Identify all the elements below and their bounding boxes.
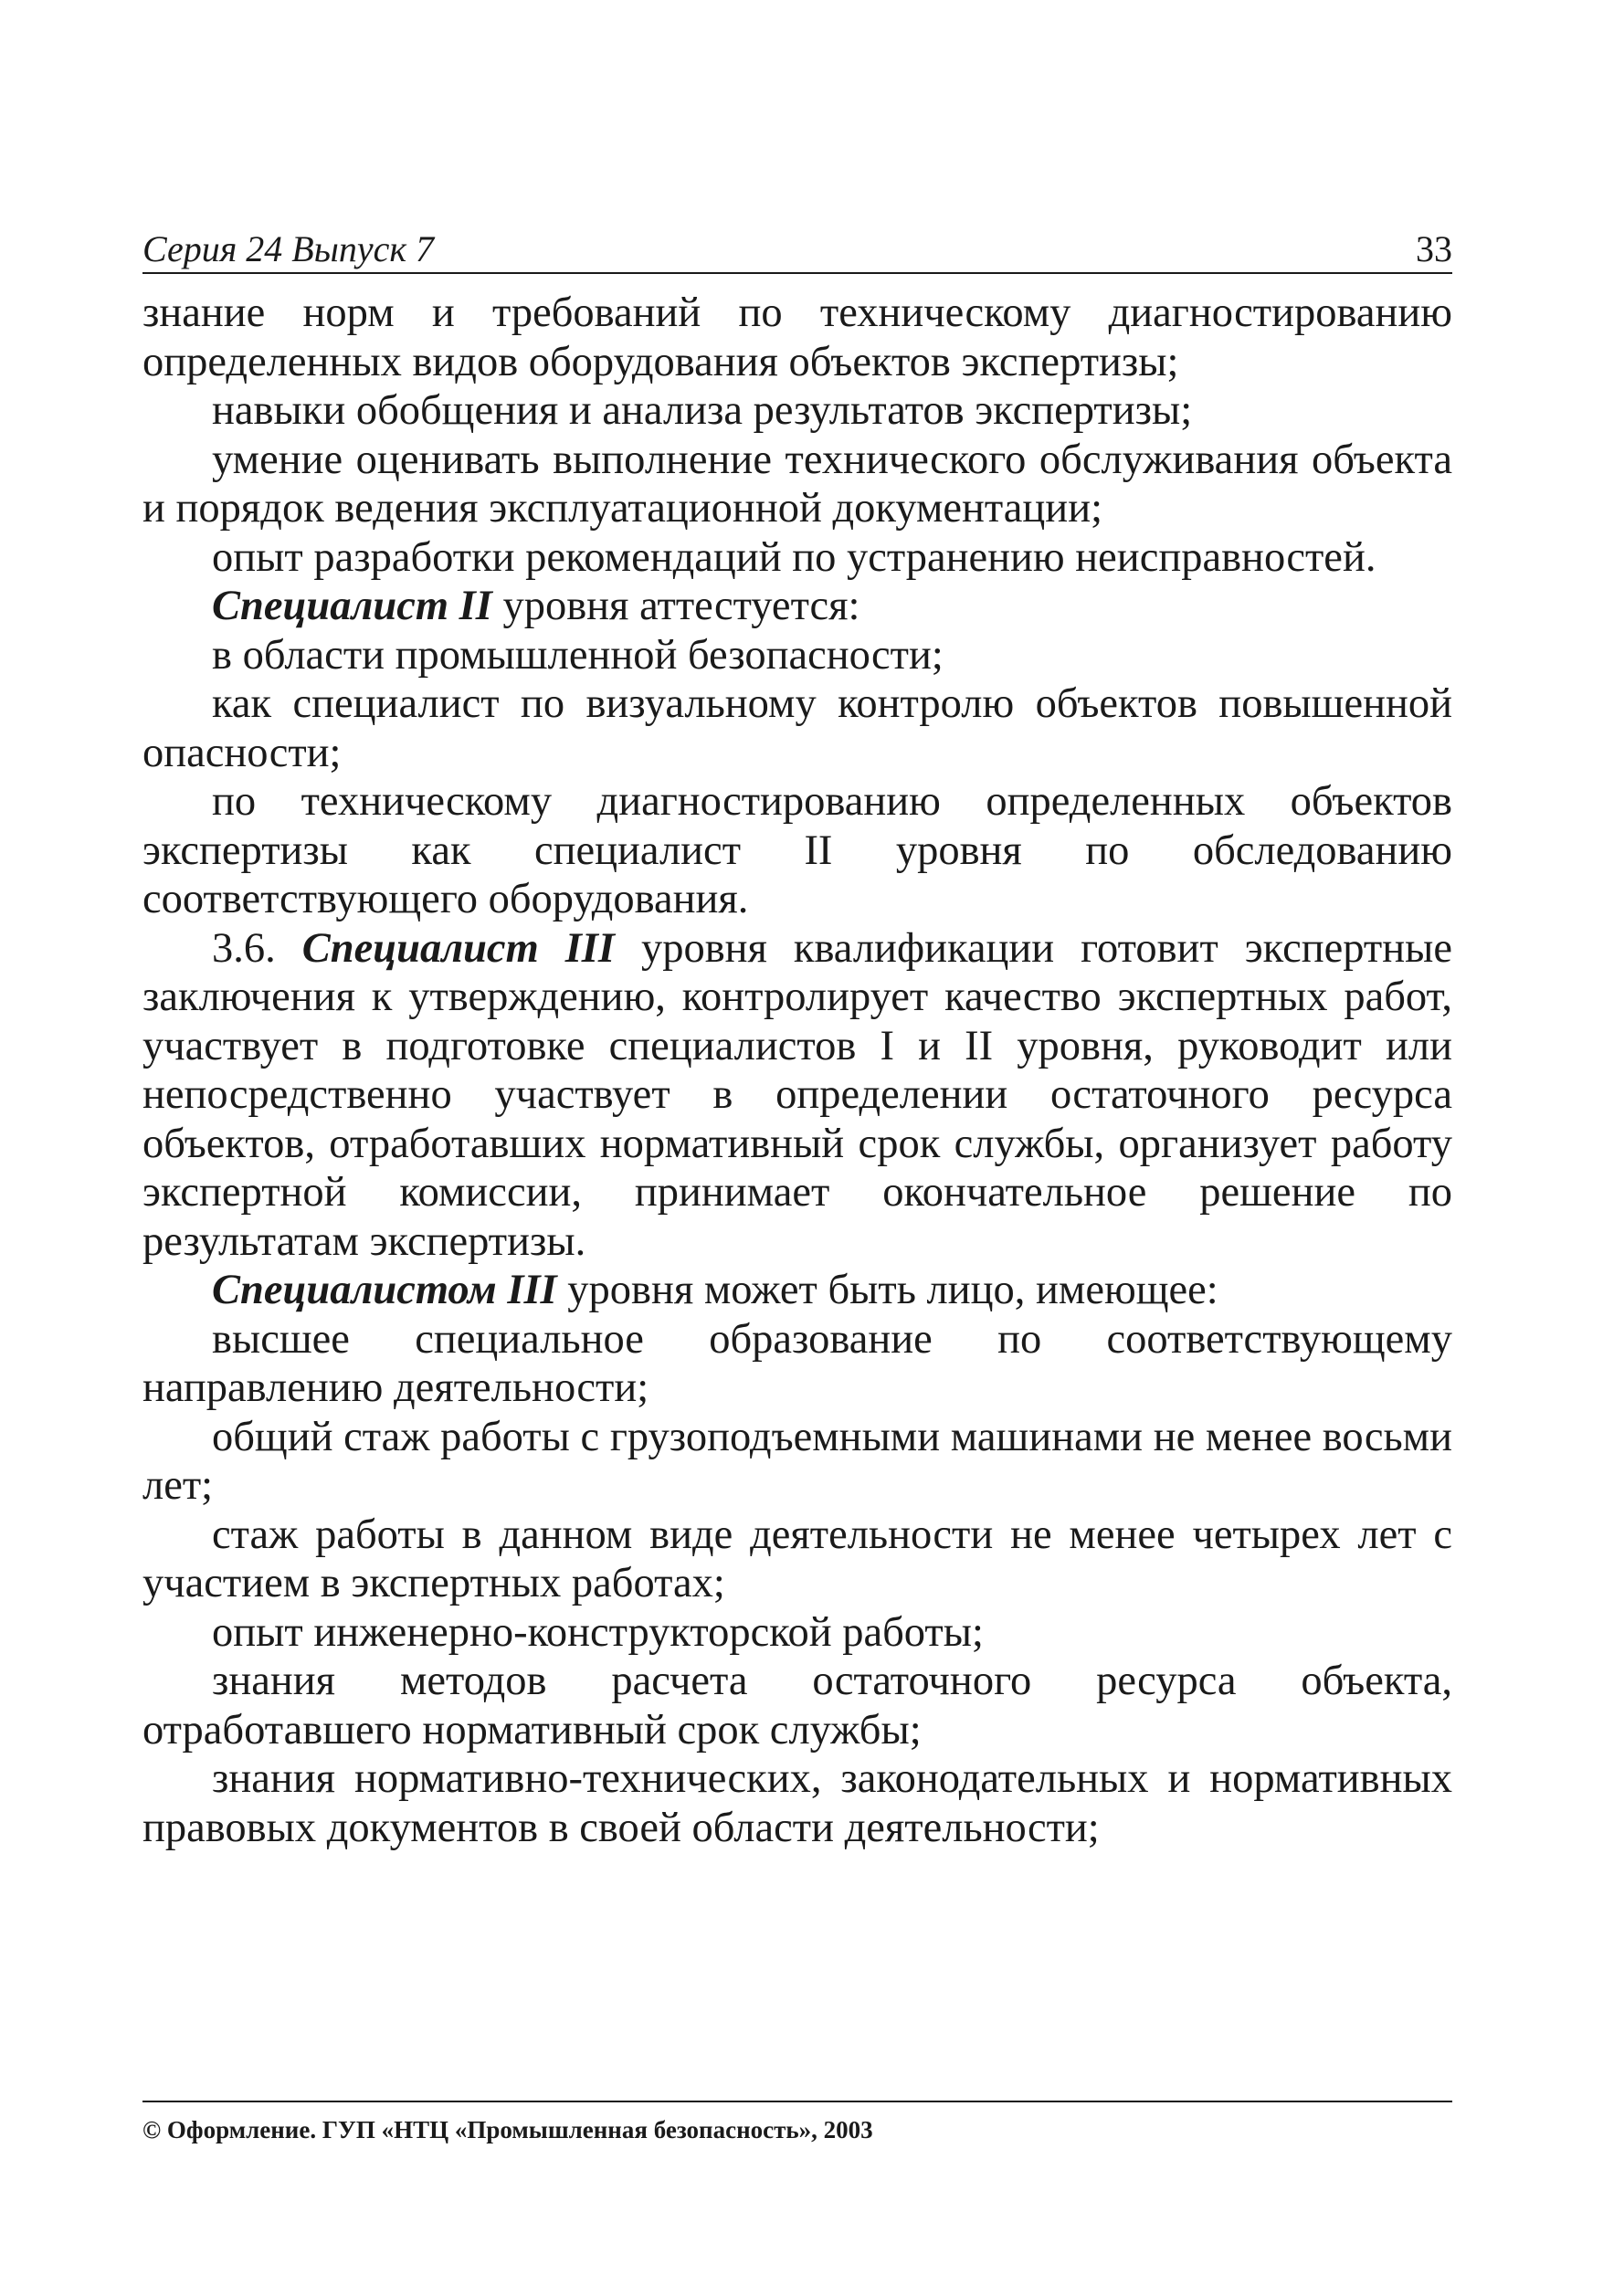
footer-copyright: © Оформление. ГУП «НТЦ «Промышленная безопасность», 2003 [142, 2116, 873, 2143]
paragraph-4: опыт разработки рекомендаций по устранению неисправностей. [212, 533, 1376, 581]
paragraph-8: по техническому диагностированию определенных объектов экспертизы как специалист II уровня по обследованию соответствующего оборудования. [142, 778, 1452, 922]
paragraph-16: знания нормативно-технических, законодательных и нормативных правовых документов в своей области деятельности; [142, 1755, 1452, 1851]
paragraph-10-text: уровня может быть лицо, имеющее: [556, 1267, 1218, 1313]
paragraph-12: общий стаж работы с грузоподъемными машинами не менее восьми лет; [142, 1413, 1452, 1509]
paragraph-14: опыт инженерно-конструкторской работы; [212, 1608, 984, 1656]
paragraph-13: стаж работы в данном виде деятельности не менее четырех лет с участием в экспертных работах; [142, 1511, 1452, 1606]
paragraph-6: в области промышленной безопасности; [212, 631, 944, 679]
paragraph-15: знания методов расчета остаточного ресурса объекта, отработавшего нормативный срок службы; [142, 1658, 1452, 1754]
paragraph-1: знание норм и требований по техническому диагностированию определенных видов оборудования объектов экспертизы; [142, 290, 1452, 385]
document-body [142, 289, 1452, 1852]
specialist-level-3-requirements-term: Специалистом III [212, 1267, 557, 1313]
paragraph-11: высшее специальное образование по соответствующему направлению деятельности; [142, 1315, 1452, 1411]
paragraph-7: как специалист по визуальному контролю объектов повышенной опасности; [142, 680, 1452, 776]
footer-divider [142, 2101, 1452, 2102]
paragraph-9 [142, 924, 1452, 1267]
paragraph-10 [142, 1266, 1452, 1315]
page-number: 33 [1416, 228, 1452, 269]
page-header [142, 228, 1452, 274]
series-title: Серия 24 Выпуск 7 [142, 228, 435, 269]
paragraph-5 [142, 582, 1452, 631]
section-number: 3.6. [212, 924, 302, 972]
paragraph-9-text: уровня квалификации готовит экспертные заключения к утверждению, контролирует качество экспертных работ, участвует в подготовке специалистов I и II уровня, руководит или непосредственно участвует в определении остаточного ресурса объектов, отработавших нормативный срок службы, организует работу экспертной комиссии, принимает окончательное решение по результатам экспертизы. [142, 924, 1453, 1265]
paragraph-3: умение оценивать выполнение технического обслуживания объекта и порядок ведения эксплуатационной документации; [142, 436, 1452, 532]
paragraph-5-text: уровня аттестуется: [491, 583, 860, 629]
specialist-level-2-term: Специалист II [212, 583, 492, 629]
specialist-level-3-term: Специалист III [301, 924, 615, 972]
paragraph-2: навыки обобщения и анализа результатов экспертизы; [212, 387, 1193, 434]
